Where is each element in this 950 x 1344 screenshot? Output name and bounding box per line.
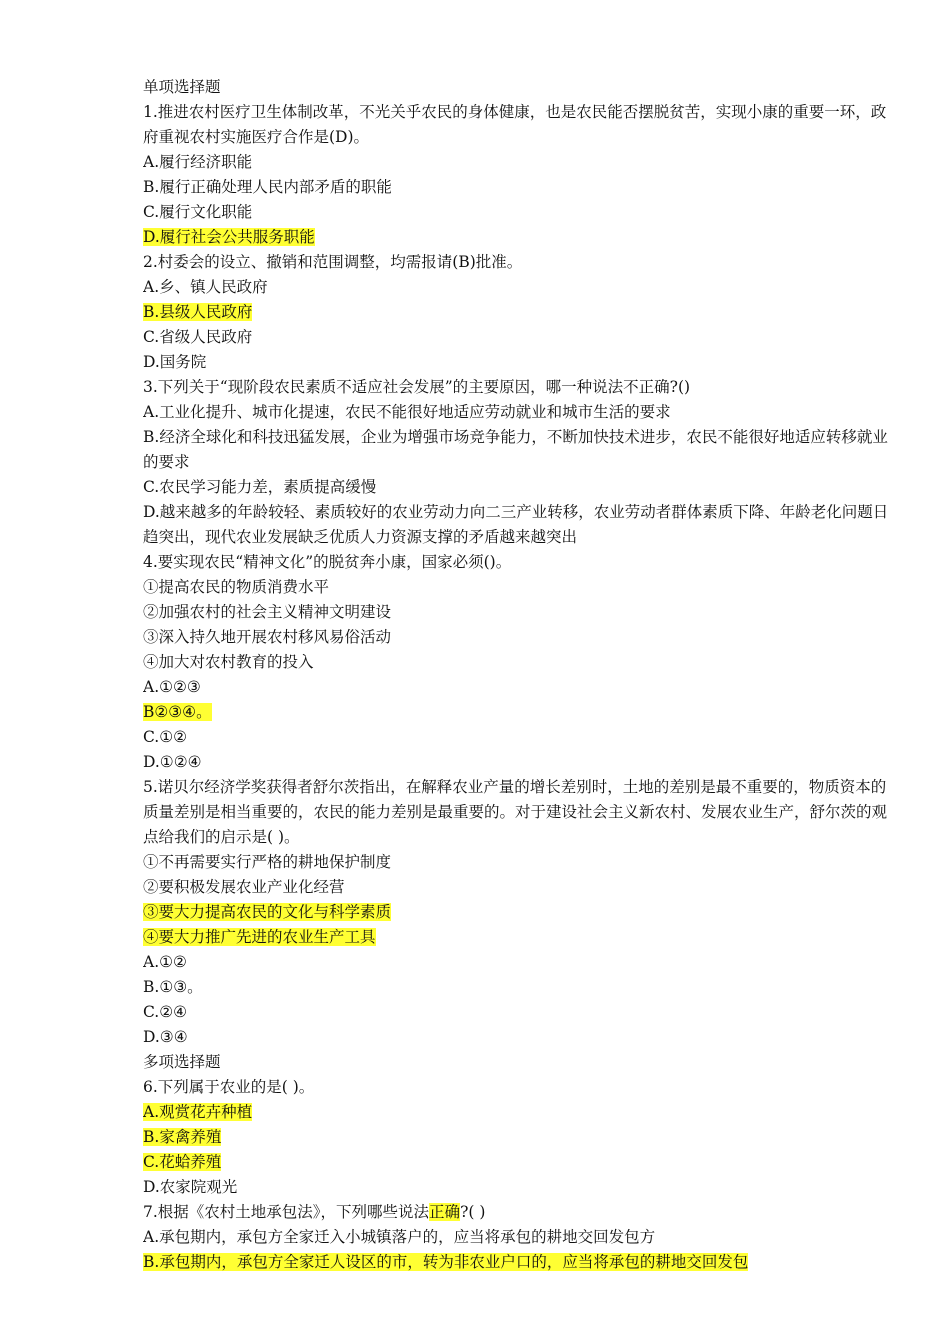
text-line xyxy=(143,1175,895,1200)
text-line xyxy=(143,550,895,575)
line-text: 5.诺贝尔经济学奖获得者舒尔茨指出，在解释农业产量的增长差别时，土地的差别是最不重要的，物质资本的质量差别是相当重要的，农民的能力差别是最重要的。对于建设社会主义新农村、发展农业生产，舒尔茨的观点给我们的启示是( )。 xyxy=(143,778,888,846)
text-line xyxy=(143,425,895,475)
text-line xyxy=(143,1000,895,1025)
line-text: ③深入持久地开展农村移风易俗活动 xyxy=(143,628,392,646)
text-line xyxy=(143,1125,895,1150)
text-line xyxy=(143,1050,895,1075)
line-text: A.乡、镇人民政府 xyxy=(143,278,268,296)
line-text: D.①②④ xyxy=(143,753,202,771)
line-text: 单项选择题 xyxy=(143,78,221,96)
line-text: 7.根据《农村土地承包法》，下列哪些说法 xyxy=(143,1203,430,1221)
line-text: 4.要实现农民“精神文化”的脱贫奔小康，国家必须()。 xyxy=(143,553,512,571)
highlighted-text: C.花蛤养殖 xyxy=(143,1153,222,1171)
highlighted-text: ③要大力提高农民的文化与科学素质 xyxy=(143,903,392,921)
text-line xyxy=(143,1025,895,1050)
line-text: ②要积极发展农业产业化经营 xyxy=(143,878,345,896)
line-text: D.国务院 xyxy=(143,353,207,371)
line-text: A.①② xyxy=(143,953,187,971)
line-text: B.履行正确处理人民内部矛盾的职能 xyxy=(143,178,392,196)
highlighted-text: 正确 xyxy=(429,1203,461,1221)
line-text: 3.下列关于“现阶段农民素质不适应社会发展”的主要原因，哪一种说法不正确?() xyxy=(143,378,691,396)
text-line xyxy=(143,600,895,625)
text-line xyxy=(143,625,895,650)
text-line xyxy=(143,400,895,425)
line-text: D.越来越多的年龄较轻、素质较好的农业劳动力向二三产业转移，农业劳动者群体素质下降、年龄老化问题日趋突出，现代农业发展缺乏优质人力资源支撑的矛盾越来越突出 xyxy=(143,503,889,546)
line-text: 2.村委会的设立、撤销和范围调整，均需报请(B)批准。 xyxy=(143,253,523,271)
highlighted-text: B.家禽养殖 xyxy=(143,1128,222,1146)
highlighted-text: A.观赏花卉种植 xyxy=(143,1103,253,1121)
line-text: C.履行文化职能 xyxy=(143,203,253,221)
line-text: A.承包期内，承包方全家迁入小城镇落户的，应当将承包的耕地交回发包方 xyxy=(143,1228,656,1246)
text-line xyxy=(143,850,895,875)
highlighted-text: ④要大力推广先进的农业生产工具 xyxy=(143,928,376,946)
text-line xyxy=(143,750,895,775)
text-line xyxy=(143,1225,895,1250)
text-line xyxy=(143,325,895,350)
text-line xyxy=(143,350,895,375)
text-line xyxy=(143,775,895,850)
line-text: ?( ) xyxy=(460,1203,486,1221)
line-text: 1.推进农村医疗卫生体制改革，不光关乎农民的身体健康，也是农民能否摆脱贫苦，实现小康的重要一环，政府重视农村实施医疗合作是(D)。 xyxy=(143,103,887,146)
line-text: C.②④ xyxy=(143,1003,188,1021)
text-line xyxy=(143,950,895,975)
line-text: D.农家院观光 xyxy=(143,1178,238,1196)
text-line xyxy=(143,975,895,1000)
text-line xyxy=(143,275,895,300)
text-line xyxy=(143,700,895,725)
text-line xyxy=(143,675,895,700)
text-line xyxy=(143,1250,895,1275)
text-line xyxy=(143,100,895,150)
text-line xyxy=(143,175,895,200)
text-line xyxy=(143,500,895,550)
text-line xyxy=(143,925,895,950)
text-line xyxy=(143,650,895,675)
line-text: A.①②③ xyxy=(143,678,201,696)
text-line xyxy=(143,1150,895,1175)
line-text: B.经济全球化和科技迅猛发展，企业为增强市场竞争能力，不断加快技术进步，农民不能很好地适应转移就业的要求 xyxy=(143,428,888,471)
text-line xyxy=(143,725,895,750)
line-text: A.履行经济职能 xyxy=(143,153,253,171)
highlighted-text: B.承包期内，承包方全家迁人设区的市，转为非农业户口的，应当将承包的耕地交回发包 xyxy=(143,1253,749,1271)
highlighted-text: B.县级人民政府 xyxy=(143,303,253,321)
text-line xyxy=(143,225,895,250)
highlighted-text: D.履行社会公共服务职能 xyxy=(143,228,315,246)
text-line xyxy=(143,575,895,600)
highlighted-text: B②③④。 xyxy=(143,703,212,721)
line-text: 6.下列属于农业的是( )。 xyxy=(143,1078,315,1096)
text-line xyxy=(143,1200,895,1225)
line-text: C.农民学习能力差，素质提高缓慢 xyxy=(143,478,377,496)
text-line xyxy=(143,300,895,325)
text-line xyxy=(143,375,895,400)
line-text: C.省级人民政府 xyxy=(143,328,253,346)
text-line xyxy=(143,475,895,500)
line-text: ④加大对农村教育的投入 xyxy=(143,653,314,671)
text-line xyxy=(143,875,895,900)
text-line xyxy=(143,1075,895,1100)
text-line xyxy=(143,75,895,100)
document-body xyxy=(143,75,895,1275)
line-text: ①提高农民的物质消费水平 xyxy=(143,578,330,596)
text-line xyxy=(143,1100,895,1125)
line-text: 多项选择题 xyxy=(143,1053,221,1071)
line-text: C.①② xyxy=(143,728,188,746)
text-line xyxy=(143,200,895,225)
line-text: B.①③。 xyxy=(143,978,203,996)
line-text: A.工业化提升、城市化提速，农民不能很好地适应劳动就业和城市生活的要求 xyxy=(143,403,671,421)
line-text: ②加强农村的社会主义精神文明建设 xyxy=(143,603,392,621)
line-text: ①不再需要实行严格的耕地保护制度 xyxy=(143,853,392,871)
text-line xyxy=(143,150,895,175)
line-text: D.③④ xyxy=(143,1028,188,1046)
text-line xyxy=(143,250,895,275)
text-line xyxy=(143,900,895,925)
